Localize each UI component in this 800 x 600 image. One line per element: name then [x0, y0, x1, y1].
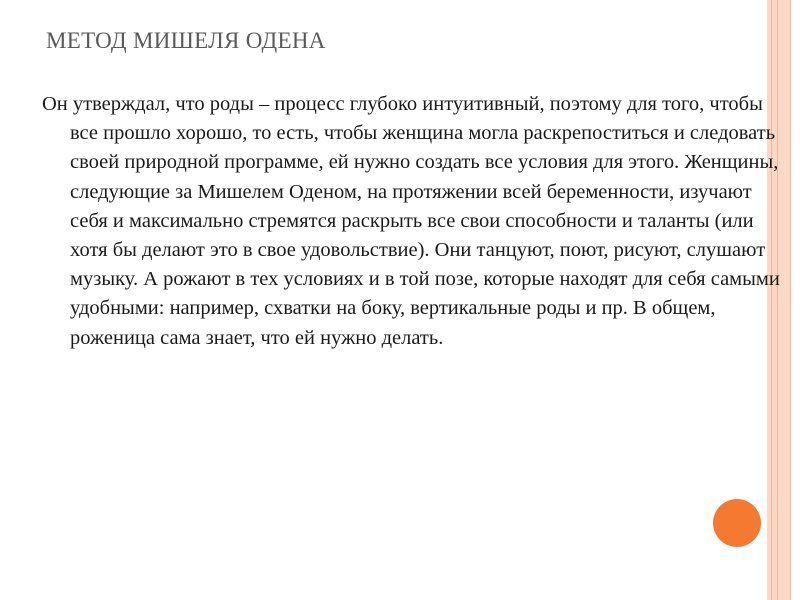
slide-title: МЕТОД МИШЕЛЯ ОДЕНА	[46, 28, 326, 53]
slide-body-text: Он утверждал, что роды – процесс глубоко интуитивный, поэтому для того, чтобы все прошло хорошо, то есть, чтобы женщина могла раскрепоститься и следовать своей природной программе, ей нужно создать все условия для этого. Женщины, следующие за Мишелем Оденом, на протяжении всей беременности, изучают себя и максимально стремятся раскрыть все свои способности и таланты (или хотя бы делают это в свое удовольствие). Они танцуют, поют, рисуют, слушают музыку. А рожают в тех условиях и в той позе, которые находят для себя самыми удобными: например, схватки на боку, вертикальные роды и пр. В общем, роженица сама знает, что ей нужно делать.	[42, 93, 780, 349]
decorative-circle	[713, 499, 761, 547]
decorative-line	[790, 0, 791, 600]
